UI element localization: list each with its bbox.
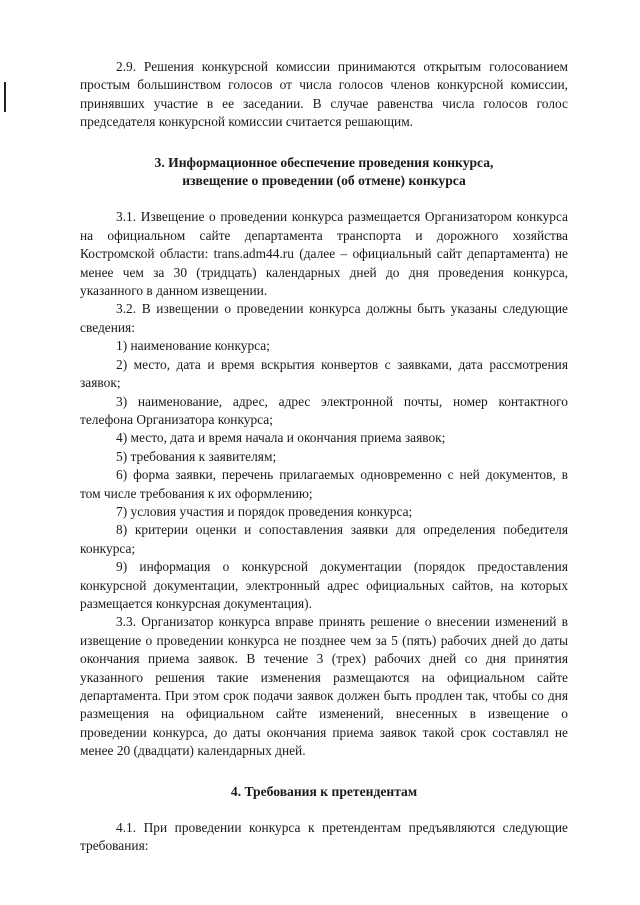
paragraph-3-1: 3.1. Извещение о проведении конкурса размещается Организатором конкурса на официальном сайте департамента транспорта и дорожного хозяйства Костромской области: trans.adm44.ru (далее – официальный сайт департамента) не менее чем за 30 (тридцать) календарных дней до дня проведения конкурса, указанного в данном извещении. bbox=[80, 209, 568, 299]
list-item: 2) место, дата и время вскрытия конвертов с заявками, дата рассмотрения заявок; bbox=[80, 356, 568, 391]
paragraph-2-9: 2.9. Решения конкурсной комиссии принимаются открытым голосованием простым большинством голосов от числа голосов членов конкурсной комиссии, принявших участие в ее заседании. В случае равенства числа голосов голос председателя конкурсной комиссии считается решающим. bbox=[80, 59, 568, 130]
section-4-heading: 4. Требования к претендентам bbox=[230, 783, 418, 799]
paragraph-3-2: 3.2. В извещении о проведении конкурса должны быть указаны следующие сведения: bbox=[80, 301, 568, 335]
list-item: 4) место, дата и время начала и окончания приема заявок; bbox=[116, 430, 446, 446]
section-3-heading-line-2: извещение о проведении (об отмене) конкурса bbox=[182, 173, 466, 189]
section-3-heading-line-1: 3. Информационное обеспечение проведения конкурса, bbox=[154, 154, 494, 170]
list-item: 7) условия участия и порядок проведения конкурса; bbox=[116, 503, 413, 519]
paragraph-3-3: 3.3. Организатор конкурса вправе принять решение о внесении изменений в извещение о проведении конкурса не позднее чем за 5 (пять) рабочих дней до даты окончания приема заявок. В течение 3 (трех) рабочих дней со дня принятия указанного решения такие изменения размещаются на официальном сайте департамента. При этом срок подачи заявок должен быть продлен так, чтобы со дня размещения на официальном сайте изменений, внесенных в извещение о проведении конкурса, до даты окончания приема заявок такой срок составлял не менее 20 (двадцати) календарных дней. bbox=[80, 614, 568, 759]
section-3-heading bbox=[80, 154, 568, 191]
paragraph-4-1: 4.1. При проведении конкурса к претендентам предъявляются следующие требования: bbox=[80, 820, 568, 854]
list-item: 8) критерии оценки и сопоставления заявки для определения победителя конкурса; bbox=[80, 522, 568, 556]
list-item: 3) наименование, адрес, адрес электронной почты, номер контактного телефона Организатора конкурса; bbox=[80, 393, 568, 427]
list-item: 6) форма заявки, перечень прилагаемых одновременно с ней документов, в том числе требования к их оформлению; bbox=[80, 467, 568, 501]
list-item: 9) информация о конкурсной документации (порядок предоставления конкурсной документации, электронный адрес официальных сайтов, на которых размещается конкурсная документация). bbox=[80, 559, 568, 611]
list-item: 5) требования к заявителям; bbox=[116, 448, 277, 464]
list-item: 1) наименование конкурса; bbox=[116, 338, 270, 354]
document-body bbox=[80, 58, 568, 856]
scan-margin-mark bbox=[4, 82, 6, 112]
